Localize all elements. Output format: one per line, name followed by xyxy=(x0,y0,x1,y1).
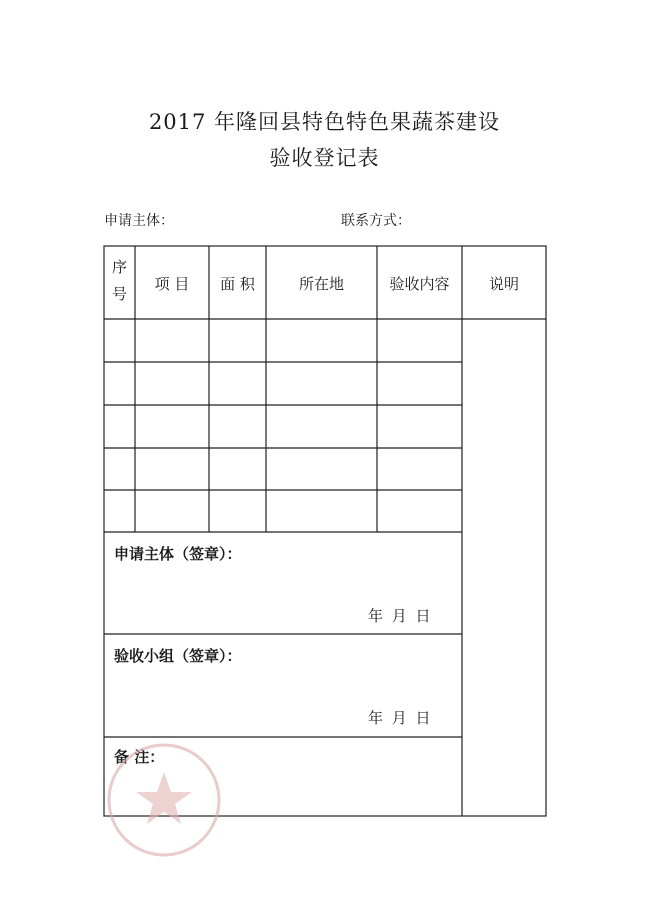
official-seal xyxy=(104,740,224,860)
header-note: 说明 xyxy=(488,275,519,293)
contact-label: 联系方式： xyxy=(341,213,411,229)
page-title-line2: 验收登记表 xyxy=(269,146,380,170)
header-project: 项 目 xyxy=(154,275,190,293)
table-row[interactable] xyxy=(104,405,462,448)
header-area: 面 积 xyxy=(220,275,255,293)
page-title-line1: 2017 年隆回县特色特色果蔬茶建设 xyxy=(148,110,501,134)
committee-sign-label: 验收小组（签章）： xyxy=(114,647,242,665)
applicant-sign-date: 年 月 日 xyxy=(368,607,433,625)
table-row[interactable] xyxy=(104,362,462,405)
header-content: 验收内容 xyxy=(389,275,450,293)
applicant-sign-label: 申请主体（签章）： xyxy=(114,545,242,563)
header-seq xyxy=(104,256,135,304)
table-row[interactable] xyxy=(104,319,462,362)
header-seq-line1: 序 xyxy=(111,258,127,276)
remarks-label: 备 注： xyxy=(114,748,165,766)
committee-sign-date: 年 月 日 xyxy=(368,709,433,727)
table-row[interactable] xyxy=(104,490,462,532)
table-row[interactable] xyxy=(104,448,462,490)
applicant-label: 申请主体： xyxy=(104,213,174,229)
header-location: 所在地 xyxy=(298,275,344,293)
header-seq-line2: 号 xyxy=(111,285,127,303)
